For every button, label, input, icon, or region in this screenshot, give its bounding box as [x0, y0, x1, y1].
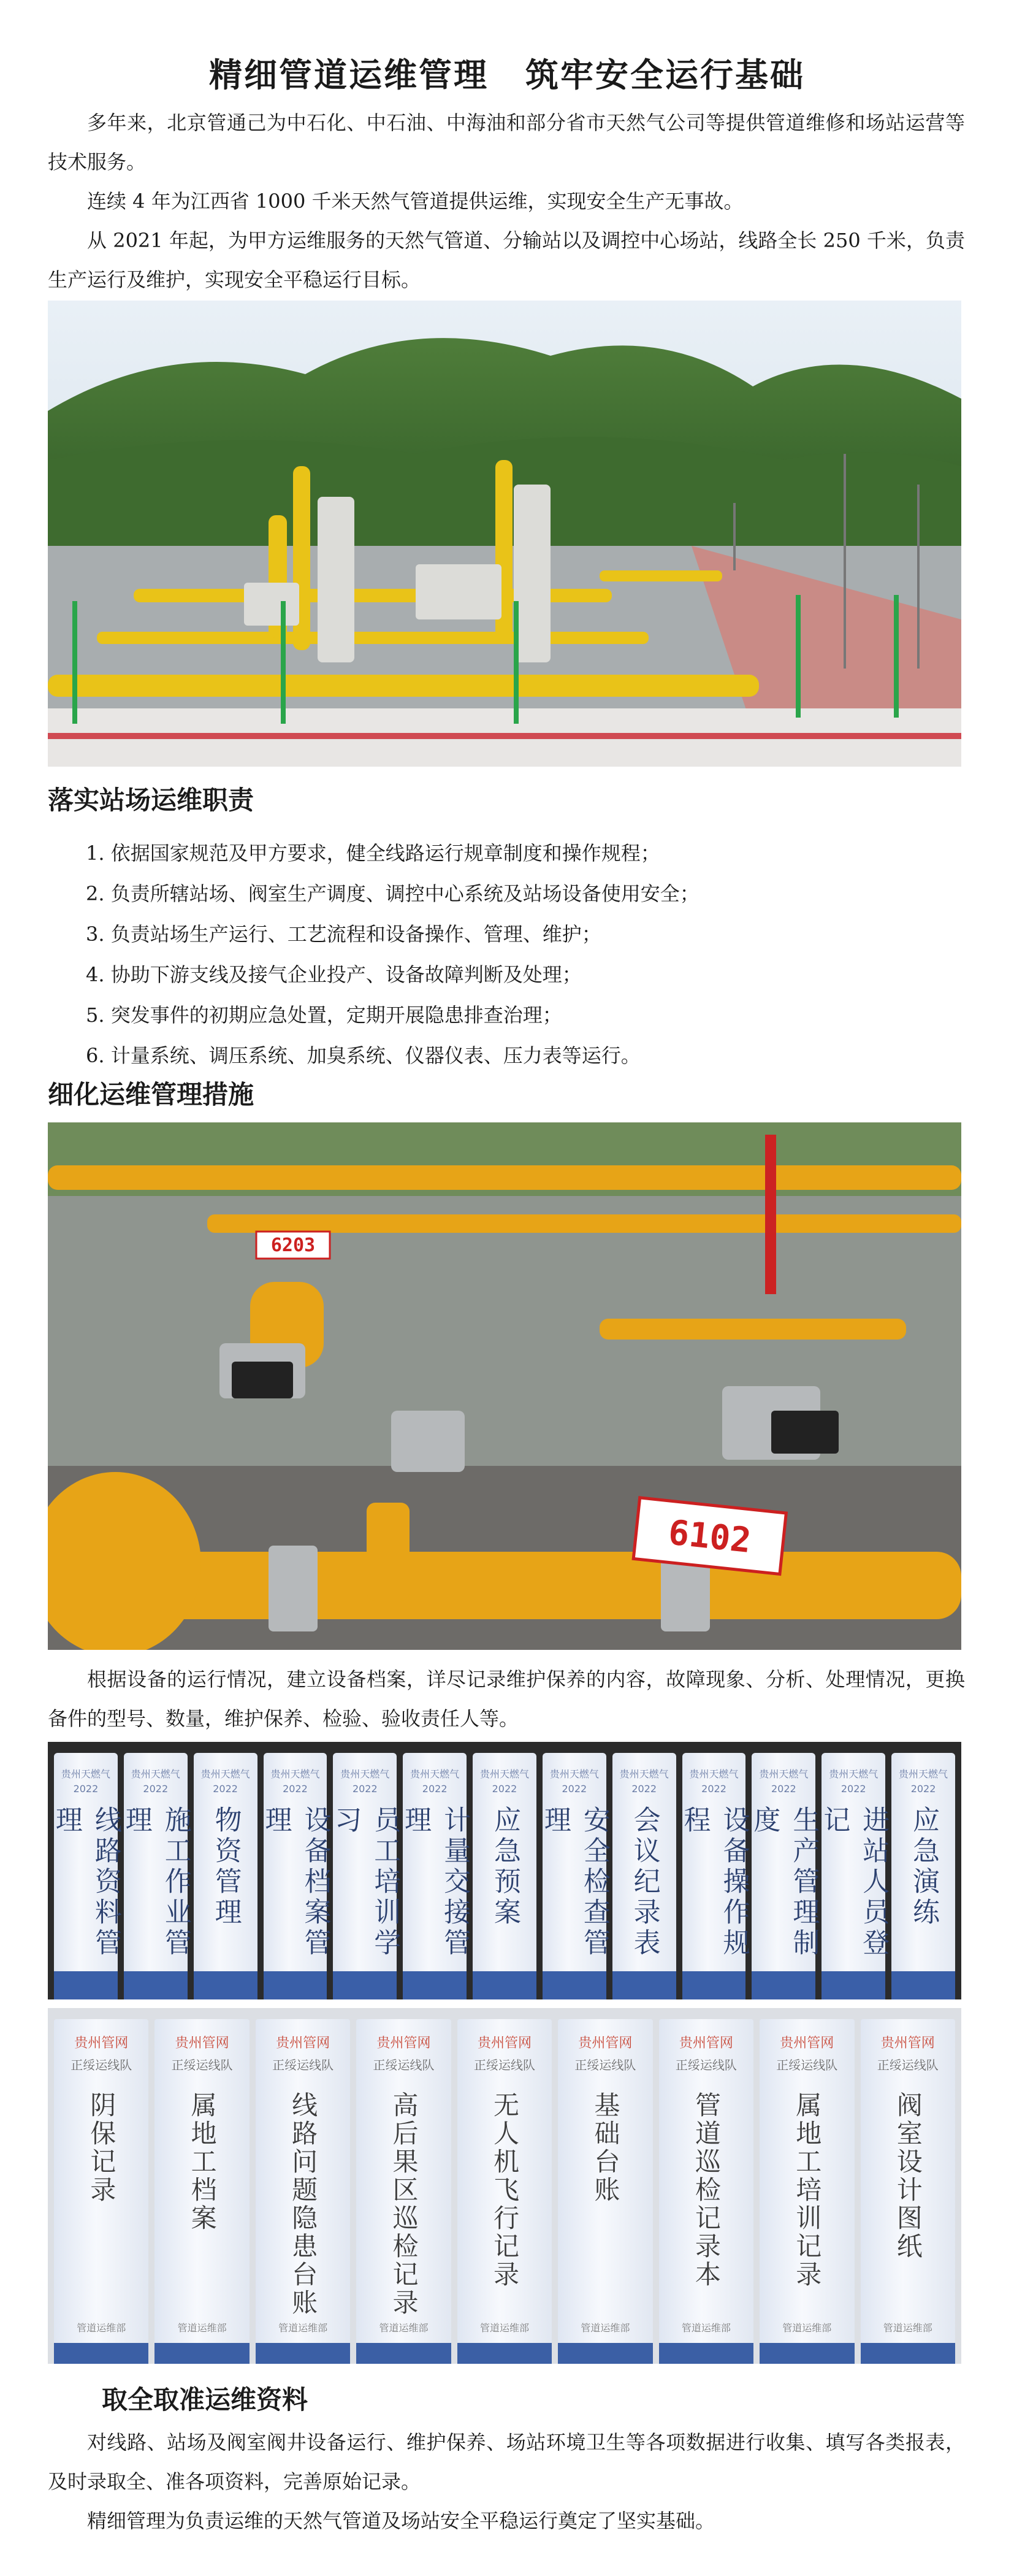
list-item: 6. 计量系统、调压系统、加臭系统、仪器仪表、压力表等运行。: [86, 1044, 641, 1067]
binder-foot: 管道运维部: [77, 2322, 126, 2334]
binder-year: 2022: [562, 1783, 587, 1795]
binder-org: 贵州管网: [780, 2036, 834, 2051]
binder-foot: 管道运维部: [177, 2322, 227, 2334]
title-part-2: 筑牢安全运行基础: [525, 56, 805, 94]
page-title: [0, 49, 1014, 96]
binder: [818, 1753, 890, 1999]
binder-label: 施工作业管理: [120, 1806, 191, 1959]
binder: [612, 1753, 676, 1999]
binder-org: 贵州管网: [376, 2036, 431, 2051]
binder: [679, 1753, 750, 1999]
list-item: 5. 突发事件的初期应急处置，定期开展隐患排查治理；: [86, 1003, 562, 1027]
binder: [194, 1753, 257, 1999]
binder-label: 无人机飞行记录: [489, 2091, 520, 2289]
binder-year: 2022: [352, 1783, 378, 1795]
binder-label: 应急演练: [908, 1806, 940, 1928]
binder-label: 计量交接管理: [400, 1806, 471, 1959]
binder-label: 会议纪录表: [628, 1806, 660, 1959]
binder-year: 2022: [910, 1783, 936, 1795]
binder: [891, 1753, 955, 1999]
binder-org: 贵州天燃气: [61, 1768, 110, 1780]
binder-year: 2022: [492, 1783, 517, 1795]
binder-label: 阀室设计图纸: [893, 2091, 923, 2261]
binder-label: 设备档案管理: [260, 1806, 331, 1959]
binder-team: 正绥运线队: [473, 2058, 535, 2072]
binder: [50, 1753, 121, 1999]
binder-label: 基础台账: [590, 2091, 621, 2204]
binder-foot: 管道运维部: [379, 2322, 429, 2334]
binder-year: 2022: [73, 1783, 99, 1795]
binder-label: 安全检查管理: [539, 1806, 610, 1959]
list-item: 1. 依据国家规范及甲方要求，健全线路运行规章制度和操作规程；: [86, 841, 660, 865]
binder-org: 贵州天燃气: [689, 1768, 739, 1780]
binder-label: 高后果区巡检记录: [389, 2091, 419, 2317]
section-heading-records: 取全取准运维资料: [102, 2385, 308, 2415]
binder-label: 进站人员登记: [818, 1806, 890, 1959]
binder-org: 贵州天燃气: [410, 1768, 460, 1780]
archive-paragraph: 根据设备的运行情况，建立设备档案，详尽记录维护保养的内容，故障现象、分析、处理情况，更换备件的型号、数量，维护保养、检验、验收责任人等。: [48, 1668, 965, 1730]
binder-org: 贵州天燃气: [200, 1768, 250, 1780]
intro-paragraph-2: 连续 4 年为江西省 1000 千米天然气管道提供运维，实现安全生产无事故。: [87, 190, 744, 213]
binder-year: 2022: [841, 1783, 866, 1795]
binder-foot: 管道运维部: [883, 2322, 932, 2334]
binder-foot: 管道运维部: [782, 2322, 832, 2334]
section-heading-maintenance-measures: 细化运维管理措施: [48, 1079, 254, 1110]
binder-label: 管道巡检记录本: [691, 2091, 722, 2289]
binder: [256, 2019, 350, 2364]
binder-label: 设备操作规程: [679, 1806, 750, 1959]
binder-foot: 管道运维部: [479, 2322, 529, 2334]
list-item: 2. 负责所辖站场、阀室生产调度、调控中心系统及站场设备使用安全；: [86, 882, 700, 905]
binder-team: 正绥运线队: [373, 2058, 435, 2072]
binder-org: 贵州天燃气: [479, 1768, 529, 1780]
binder-label: 线路资料管理: [50, 1806, 121, 1959]
binder-org: 贵州天燃气: [549, 1768, 599, 1780]
binder: [659, 2019, 753, 2364]
binder-org: 贵州管网: [276, 2036, 330, 2051]
binder: [558, 2019, 652, 2364]
binder-foot: 管道运维部: [581, 2322, 630, 2334]
binder: [260, 1753, 331, 1999]
list-item: 4. 协助下游支线及接气企业投产、设备故障判断及处理；: [86, 963, 582, 986]
binder-team: 正绥运线队: [776, 2058, 838, 2072]
station-overview-photo: [48, 301, 961, 767]
records-paragraph-1: 对线路、站场及阀室阀井设备运行、维护保养、场站环境卫生等各项数据进行收集、填写各类报表，及时录取全、准各项资料，完善原始记录。: [48, 2431, 965, 2493]
binder-label: 属地工培训记录: [792, 2091, 823, 2289]
binder-label: 线路问题隐患台账: [288, 2091, 319, 2317]
tag-label: 6102: [666, 1512, 753, 1562]
binder-label: 员工培训学习: [330, 1806, 401, 1959]
binder-org: 贵州天燃气: [899, 1768, 948, 1780]
binder-label: 属地工档案: [187, 2091, 218, 2233]
binder: [760, 2019, 854, 2364]
binder: [154, 2019, 249, 2364]
binder-label: 应急预案: [489, 1806, 520, 1928]
binder-org: 贵州天燃气: [829, 1768, 879, 1780]
intro-paragraph-1: 多年来，北京管通己为中石化、中石油、中海油和部分省市天然气公司等提供管道维修和场站运营等技术服务。: [48, 111, 965, 174]
binder-org: 贵州管网: [578, 2036, 633, 2051]
binder: [54, 2019, 148, 2364]
binder-org: 贵州天燃气: [131, 1768, 180, 1780]
binder-org: 贵州天燃气: [340, 1768, 390, 1780]
equipment-tag-6203: [256, 1232, 330, 1259]
binder-year: 2022: [213, 1783, 238, 1795]
binder-label: 生产管理制度: [749, 1806, 820, 1959]
binder-org: 贵州管网: [880, 2036, 935, 2051]
tag-label: 6203: [270, 1235, 316, 1256]
binder: [400, 1753, 471, 1999]
binder: [861, 2019, 955, 2364]
binder-foot: 管道运维部: [278, 2322, 328, 2334]
records-paragraph-2: 精细管理为负责运维的天然气管道及场站安全平稳运行奠定了坚实基础。: [87, 2509, 715, 2532]
list-item: 3. 负责站场生产运行、工艺流程和设备操作、管理、维护；: [86, 922, 601, 946]
binder-team: 正绥运线队: [171, 2058, 233, 2072]
duties-list: [86, 833, 700, 1076]
binder: [473, 1753, 536, 1999]
binder: [749, 1753, 820, 1999]
binder-org: 贵州天燃气: [270, 1768, 320, 1780]
binder-label: 阴保记录: [86, 2091, 117, 2204]
binder: [457, 2019, 552, 2364]
binder-org: 贵州管网: [679, 2036, 733, 2051]
binder-year: 2022: [771, 1783, 796, 1795]
binder-org: 贵州管网: [74, 2036, 129, 2051]
binder-year: 2022: [701, 1783, 726, 1795]
binder-team: 正绥运线队: [71, 2058, 132, 2072]
binder: [539, 1753, 610, 1999]
binder-team: 正绥运线队: [574, 2058, 636, 2072]
binder-org: 贵州管网: [175, 2036, 229, 2051]
binder-shelf-bottom: [48, 2008, 961, 2364]
binder-org: 贵州天燃气: [619, 1768, 669, 1780]
binder-label: 物资管理: [210, 1806, 242, 1928]
binder-team: 正绥运线队: [272, 2058, 334, 2072]
binder: [120, 1753, 191, 1999]
binder-org: 贵州天燃气: [759, 1768, 809, 1780]
binder-foot: 管道运维部: [681, 2322, 731, 2334]
binder-year: 2022: [143, 1783, 169, 1795]
binder: [330, 1753, 401, 1999]
intro-paragraph-3: 从 2021 年起，为甲方运维服务的天然气管道、分输站以及调控中心场站，线路全长 250 千米，负责生产运行及维护，实现安全平稳运行目标。: [48, 229, 965, 291]
title-part-1: 精细管道运维管理: [209, 56, 489, 94]
binder-year: 2022: [283, 1783, 308, 1795]
binder-team: 正绥运线队: [877, 2058, 939, 2072]
equipment-tag-6102: [633, 1498, 786, 1574]
binder-year: 2022: [631, 1783, 657, 1795]
binder-shelf-top: [48, 1742, 961, 1999]
section-heading-station-duties: 落实站场运维职责: [48, 785, 254, 815]
binder-org: 贵州管网: [477, 2036, 532, 2051]
equipment-closeup-photo: [48, 1122, 961, 1650]
binder: [356, 2019, 451, 2364]
binder-team: 正绥运线队: [675, 2058, 737, 2072]
binder-year: 2022: [422, 1783, 448, 1795]
